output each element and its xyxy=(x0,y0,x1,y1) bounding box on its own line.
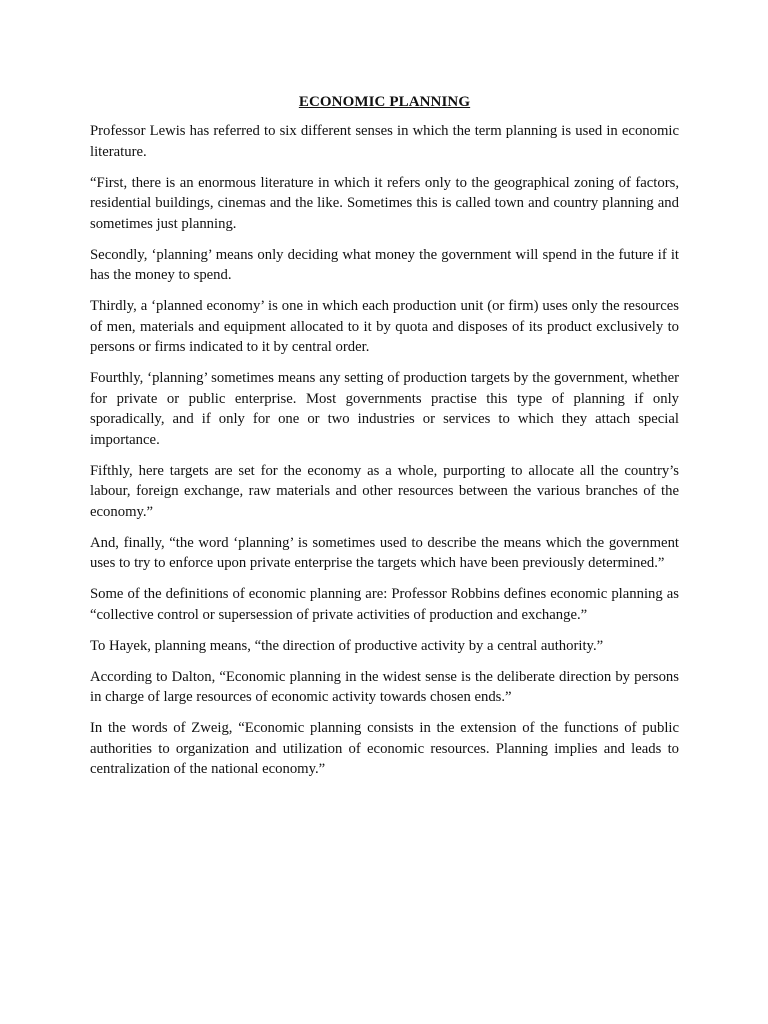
paragraph-robbins-definition: Some of the definitions of economic planning are: Professor Robbins defines economic planning as “collective control or supersession of private activities of production and exchange.” xyxy=(90,586,679,623)
document-title: ECONOMIC PLANNING xyxy=(298,94,471,110)
paragraph-hayek-definition: To Hayek, planning means, “the direction of productive activity by a central authority.” xyxy=(90,637,604,654)
paragraph-sixth-sense: And, finally, “the word ‘planning’ is sometimes used to describe the means which the government uses to try to enforce upon private enterprise the targets which have been previously determined.” xyxy=(90,534,679,571)
paragraph-third-sense: Thirdly, a ‘planned economy’ is one in which each production unit (or firm) uses only the resources of men, materials and equipment allocated to it by quota and disposes of its product exclusively to persons or firms indicated to it by central order. xyxy=(90,298,679,355)
paragraph-dalton-definition: According to Dalton, “Economic planning in the widest sense is the deliberate direction by persons in charge of large resources of economic activity towards chosen ends.” xyxy=(90,668,679,705)
paragraph-fifth-sense: Fifthly, here targets are set for the economy as a whole, purporting to allocate all the country’s labour, foreign exchange, raw materials and other resources between the various branches of the economy.” xyxy=(90,462,679,520)
paragraph-lewis-intro: Professor Lewis has referred to six different senses in which the term planning is used in economic literature. xyxy=(90,123,679,160)
paragraph-first-sense: “First, there is an enormous literature in which it refers only to the geographical zoning of factors, residential buildings, cinemas and the like. Sometimes this is called town and country planning and sometimes just planning. xyxy=(90,174,679,232)
paragraph-zweig-definition: In the words of Zweig, “Economic planning consists in the extension of the functions of public authorities to organization and utilization of economic resources. Planning implies and leads to centralization of the national economy.” xyxy=(90,720,679,777)
paragraph-fourth-sense: Fourthly, ‘planning’ sometimes means any setting of production targets by the government, whether for private or public enterprise. Most governments practise this type of planning if only sporadically, and if only for one or two industries or services to which they attach special importance. xyxy=(90,370,679,448)
paragraph-second-sense: Secondly, ‘planning’ means only deciding what money the government will spend in the future if it has the money to spend. xyxy=(90,246,679,283)
